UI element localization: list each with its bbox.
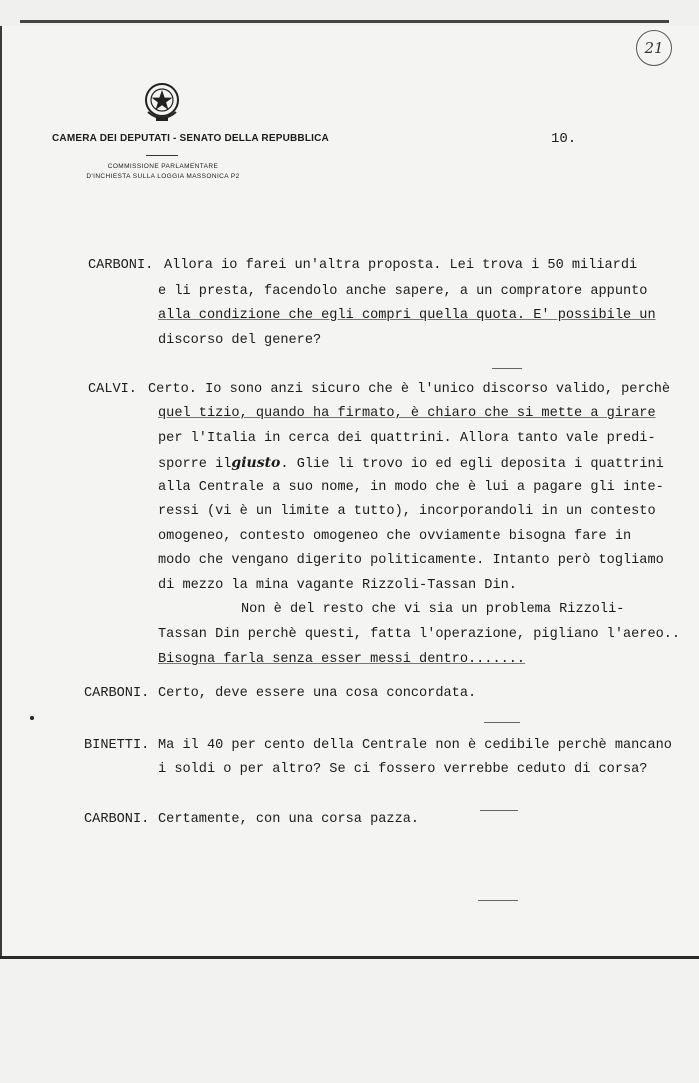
transcript-line <box>158 453 664 475</box>
line-fragment: . Glie li trovo io ed egli deposita i quattrini <box>280 457 664 472</box>
line-fragment: sporre il <box>158 457 232 472</box>
stamp-number: 21 <box>644 39 664 57</box>
commission-line-1: COMMISSIONE PARLAMENTARE <box>107 163 219 170</box>
speaker-label: CARBONI. <box>84 812 150 827</box>
transcript-line: Allora io farei un'altra proposta. Lei trova i 50 miliardi <box>164 258 638 273</box>
transcript-line: Certo. Io sono anzi sicuro che è l'unico discorso valido, perchè <box>148 382 671 397</box>
divider-dash <box>484 722 520 723</box>
divider-dash <box>480 810 518 811</box>
speaker-label: CALVI. <box>88 382 137 397</box>
transcript-line: ressi (vi è un limite a tutto), incorporandoli in un contesto <box>158 504 656 519</box>
transcript-line: modo che vengano digerito politicamente. Intanto però togliamo <box>158 553 664 568</box>
speaker-label: BINETTI. <box>84 738 150 753</box>
handwritten-correction: giusto <box>231 455 281 471</box>
divider-dash <box>492 368 522 369</box>
transcript-line: Certamente, con una corsa pazza. <box>158 812 420 827</box>
transcript-line: per l'Italia in cerca dei quattrini. Allora tanto vale predi- <box>158 431 656 446</box>
transcript-line: Ma il 40 per cento della Centrale non è cedibile perchè mancano <box>158 738 672 753</box>
transcript-line: e li presta, facendolo anche sapere, a un compratore appunto <box>158 284 648 299</box>
transcript-line: quel tizio, quando ha firmato, è chiaro che si mette a girare <box>158 406 656 421</box>
commission-name <box>58 162 268 182</box>
transcript-line: alla condizione che egli compri quella quota. E' possibile un <box>158 308 656 323</box>
transcript-line: di mezzo la mina vagante Rizzoli-Tassan Din. <box>158 578 517 593</box>
transcript-line: Certo, deve essere una cosa concordata. <box>158 686 477 701</box>
speaker-label: CARBONI. <box>84 686 150 701</box>
transcript-line: Bisogna farla senza esser messi dentro....... <box>158 652 526 667</box>
divider-dash <box>478 900 518 901</box>
transcript-line: i soldi o per altro? Se ci fossero verrebbe ceduto di corsa? <box>158 762 648 777</box>
speaker-label: CARBONI. <box>88 258 154 273</box>
scan-top-edge <box>0 0 699 26</box>
next-page-edge <box>0 956 699 1083</box>
commission-line-2: D'INCHIESTA SULLA LOGGIA MASSONICA P2 <box>86 173 240 180</box>
header-divider <box>146 155 178 156</box>
transcript-line: Tassan Din perchè questi, fatta l'operazione, pigliano l'aereo.. <box>158 627 681 642</box>
institution-title: CAMERA DEI DEPUTATI - SENATO DELLA REPUBBLICA <box>52 133 329 144</box>
transcript-line: alla Centrale a suo nome, in modo che è lui a pagare gli inte- <box>158 480 664 495</box>
transcript-line: Non è del resto che vi sia un problema Rizzoli- <box>241 602 625 617</box>
page-stamp <box>636 30 672 66</box>
transcript-line: omogeneo, contesto omogeneo che ovviamente bisogna fare in <box>158 529 632 544</box>
page-number: 10. <box>551 131 577 147</box>
republic-emblem-icon <box>142 80 182 124</box>
margin-mark <box>30 716 34 720</box>
transcript-line: discorso del genere? <box>158 333 322 348</box>
